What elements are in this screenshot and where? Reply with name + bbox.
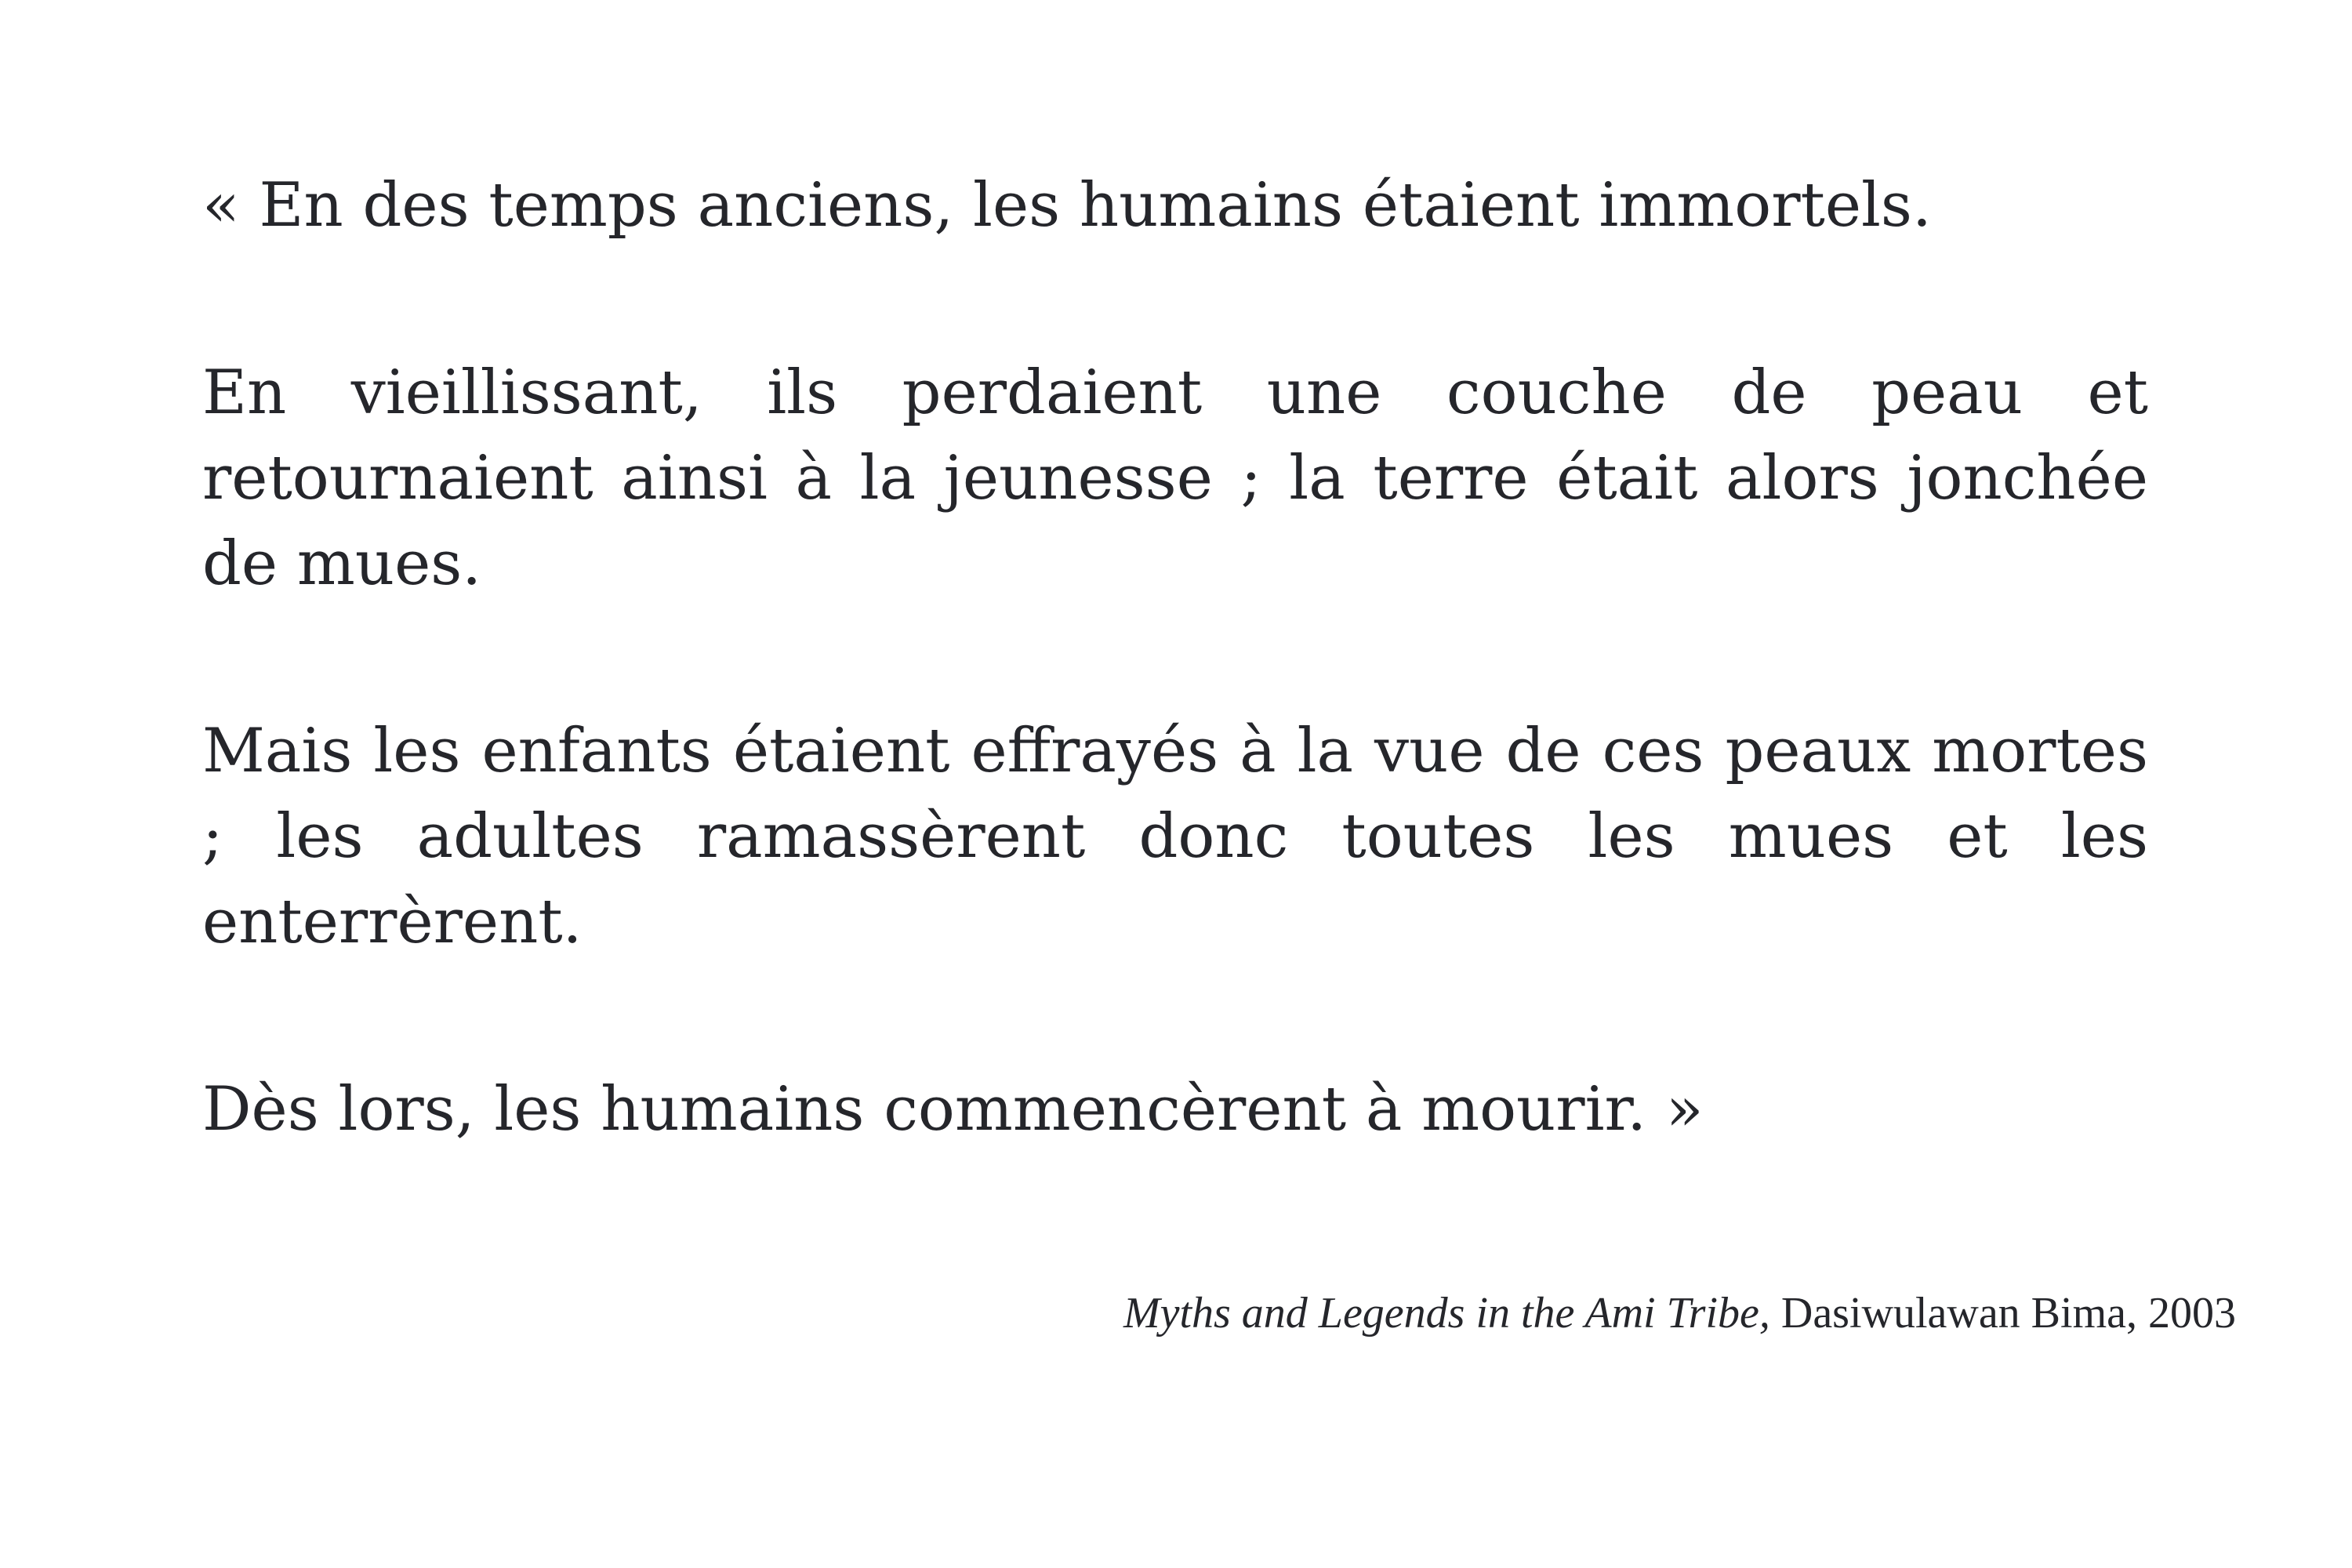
quote-paragraph-3: Mais les enfants étaient effrayés à la vue de ces peaux mortes ; les adultes ramassèrent donc toutes les mues et les enterrèrent.	[202, 716, 2148, 957]
quote-paragraph-4: Dès lors, les humains commencèrent à mourir. »	[202, 1074, 1704, 1145]
quote-paragraph-1: « En des temps anciens, les humains étaient immortels.	[202, 170, 1932, 241]
quote-block	[202, 163, 2148, 1152]
citation-title: Myths and Legends in the Ami Tribe,	[1123, 1289, 1770, 1338]
citation	[1123, 1286, 2236, 1341]
citation-author-year: Dasiwulawan Bima, 2003	[1769, 1289, 2236, 1338]
quote-paragraph-2: En vieillissant, ils perdaient une couche de peau et retournaient ainsi à la jeunesse ; la terre était alors jonchée de mues.	[202, 358, 2148, 599]
